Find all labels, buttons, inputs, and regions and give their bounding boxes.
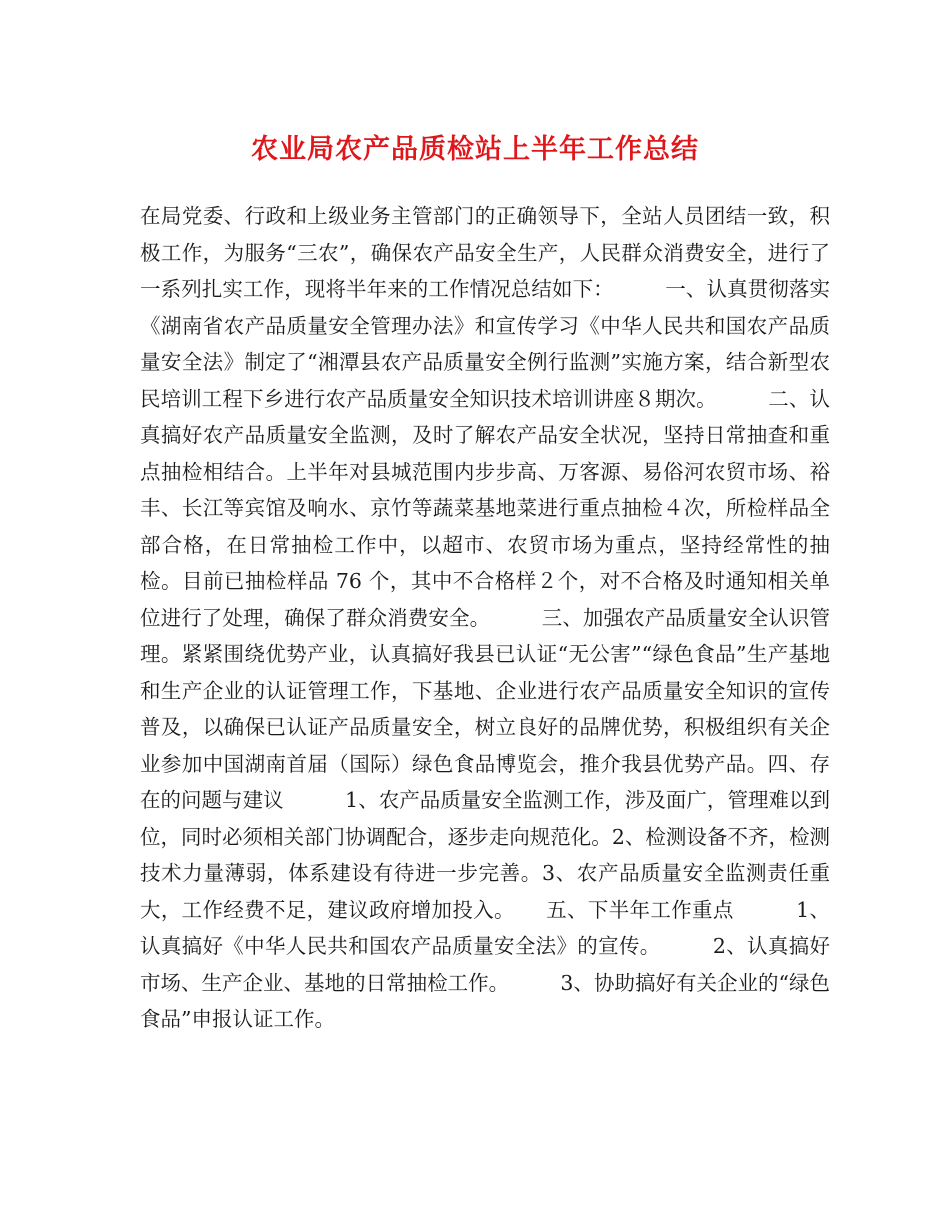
document-body: 在局党委、行政和上级业务主管部门的正确领导下，全站人员团结一致，积极工作，为服务“三农”，确保农产品安全生产，人民群众消费安全，进行了一系列扎实工作，现将半年来的工作情况总结如下： 一、认真贯彻落实《湖南省农产品质量安全管理办法》和宣传学习《中华人民共和国农产品质量安全法》制定了“湘潭县农产品质量安全例行监测”实施方案，结合新型农民培训工程下乡进行农产品质量安全知识技术培训讲座８期次。 二、认真搞好农产品质量安全监测，及时了解农产品安全状况，坚持日常抽查和重点抽检相结合。上半年对县城范围内步步高、万客源、易俗河农贸市场、裕丰、长江等宾馆及响水、京竹等蔬菜基地菜进行重点抽检４次，所检样品全部合格，在日常抽检工作中，以超市、农贸市场为重点，坚持经常性的抽检。目前已抽检样品 76 个，其中不合格样２个，对不合格及时通知相关单位进行了处理，确保了群众消费安全。 三、加强农产品质量安全认识管理。紧紧围绕优势产业，认真搞好我县已认证“无公害”“绿色食品”生产基地和生产企业的认证管理工作，下基地、企业进行农产品质量安全知识的宣传普及，以确保已认证产品质量安全，树立良好的品牌优势，积极组织有关企业参加中国湖南首届（国际）绿色食品博览会，推介我县优势产品。四、存在的问题与建议 1、农产品质量安全监测工作，涉及面广，管理难以到位，同时必须相关部门协调配合，逐步走向规范化。2、检测设备不齐，检测技术力量薄弱，体系建设有待进一步完善。3、农产品质量安全监测责任重大，工作经费不足，建议政府增加投入。 五、下半年工作重点 1、认真搞好《中华人民共和国农产品质量安全法》的宣传。 2、认真搞好市场、生产企业、基地的日常抽检工作。 3、协助搞好有关企业的“绿色食品”申报认证工作。 <box>140 204 830 1031</box>
document-title: 农业局农产品质检站上半年工作总结 <box>251 134 699 165</box>
